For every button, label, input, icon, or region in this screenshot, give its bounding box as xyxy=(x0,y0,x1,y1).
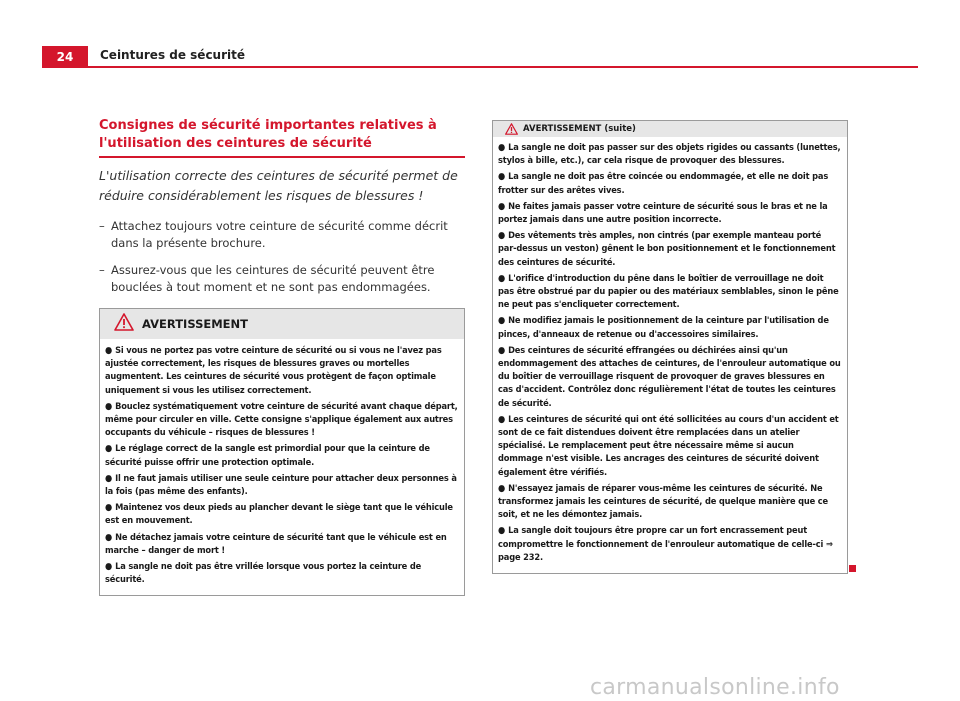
instruction-list xyxy=(99,218,465,296)
warning-item: ● La sangle ne doit pas être vrillée lorsque vous portez la ceinture de sécurité. xyxy=(105,561,422,586)
warning-box xyxy=(99,308,465,596)
warning-title: AVERTISSEMENT (suite) xyxy=(523,124,636,134)
warning-item: ● N'essayez jamais de réparer vous-même les ceintures de sécurité. Ne transformez jamais les ceintures de sécurité, de quelque manière que ce soit, et ne les démontez jamais. xyxy=(498,482,829,521)
warning-item: ● Des vêtements très amples, non cintrés (par exemple manteau porté par-dessus un veston) gênent le bon positionnement et le fonctionnement des ceintures de sécurité. xyxy=(498,230,836,268)
intro-text: L'utilisation correcte des ceintures de sécurité permet de réduire considérablement les risques de blessures ! xyxy=(99,168,458,203)
warning-triangle-icon xyxy=(505,120,518,139)
warning-box-continued xyxy=(492,120,848,574)
warning-item: ● Ne modifiez jamais le positionnement de la ceinture par l'utilisation de pinces, d'anneaux de retenue ou d'accessoires similaires. xyxy=(498,315,829,340)
warning-item: ● Bouclez systématiquement votre ceinture de sécurité avant chaque départ, même pour circuler en ville. Cette consigne s'applique également aux autres occupants du véhicule – risques de blessures ! xyxy=(105,400,458,439)
page-header-title: Ceintures de sécurité xyxy=(100,48,246,62)
section-title: Consignes de sécurité importantes relatives à l'utilisation des ceintures de sécurité xyxy=(99,118,437,151)
warning-triangle-icon xyxy=(114,313,134,335)
instruction-text: Attachez toujours votre ceinture de sécurité comme décrit dans la présente brochure. xyxy=(111,219,448,250)
instruction-item: – Assurez-vous que les ceintures de sécurité peuvent être bouclées à tout moment et ne sont pas endommagées. xyxy=(99,263,435,294)
instruction-item: – Attachez toujours votre ceinture de sécurité comme décrit dans la présente brochure. xyxy=(99,219,448,250)
section-title-rule xyxy=(99,156,465,158)
warning-item: ● Le réglage correct de la sangle est primordial pour que la ceinture de sécurité puisse offrir une protection optimale. xyxy=(105,443,430,468)
warning-title: AVERTISSEMENT xyxy=(142,317,249,331)
warning-item: ● Les ceintures de sécurité qui ont été sollicitées au cours d'un accident et sont de ce fait distendues doivent être remplacées dans un atelier spécialisé. Le remplacement peut être nécessaire même si aucun dommage n'est visible. Les ancrages des ceintures de sécurité doivent également être vérifiés. xyxy=(498,413,839,478)
warning-item: ● Il ne faut jamais utiliser une seule ceinture pour attacher deux personnes à la fois (pas même des enfants). xyxy=(105,472,457,498)
left-column xyxy=(99,117,465,596)
warning-item: ● La sangle ne doit pas passer sur des objets rigides ou cassants (lunettes, stylos à bille, etc.), car cela risque de provoquer des blessures. xyxy=(498,142,841,167)
watermark: carmanualsonline.info xyxy=(590,675,840,700)
warning-header xyxy=(100,309,464,339)
page-reference-link[interactable]: ⇒ page 232. xyxy=(498,538,833,563)
warning-item: ● Des ceintures de sécurité effrangées ou déchirées ainsi qu'un endommagement des attaches de ceintures, de l'enrouleur automatique ou du boîtier de verrouillage risquent de provoquer de graves blessures en cas d'accident. Contrôlez donc régulièrement l'état de toutes les ceintures de sécurité. xyxy=(498,344,841,409)
instruction-text: Assurez-vous que les ceintures de sécurité peuvent être bouclées à tout moment et ne sont pas endommagées. xyxy=(111,263,435,294)
warning-body xyxy=(100,339,464,595)
warning-item: ● La sangle ne doit pas être coincée ou endommagée, et elle ne doit pas frotter sur des arêtes vives. xyxy=(498,171,829,196)
header-rule xyxy=(42,66,918,68)
warning-item: ● Si vous ne portez pas votre ceinture de sécurité ou si vous ne l'avez pas ajustée correctement, les risques de blessures graves ou mortelles augmentent. Les ceintures de sécurité vous protègent de façon optimale uniquement si vous les utilisez correctement. xyxy=(105,345,442,396)
warning-item: ● La sangle doit toujours être propre car un fort encrassement peut compromettre le fonctionnement de l'enrouleur automatique de celle-ci ⇒ page 232. xyxy=(498,525,833,563)
warning-item: ● Maintenez vos deux pieds au plancher devant le siège tant que le véhicule est en mouvement. xyxy=(105,502,453,527)
section-end-marker xyxy=(849,565,856,572)
warning-body xyxy=(493,137,847,573)
page-number: 24 xyxy=(42,46,88,67)
warning-header xyxy=(493,121,847,137)
warning-item: ● Ne faites jamais passer votre ceinture de sécurité sous le bras et ne la portez jamais dans une autre position incorrecte. xyxy=(498,200,828,226)
warning-item: ● L'orifice d'introduction du pêne dans le boîtier de verrouillage ne doit pas être obstrué par du papier ou des matériaux semblables, sinon le pêne ne peut pas s'encliqueter correctement. xyxy=(498,272,839,311)
warning-item: ● Ne détachez jamais votre ceinture de sécurité tant que le véhicule est en marche – danger de mort ! xyxy=(105,531,447,556)
